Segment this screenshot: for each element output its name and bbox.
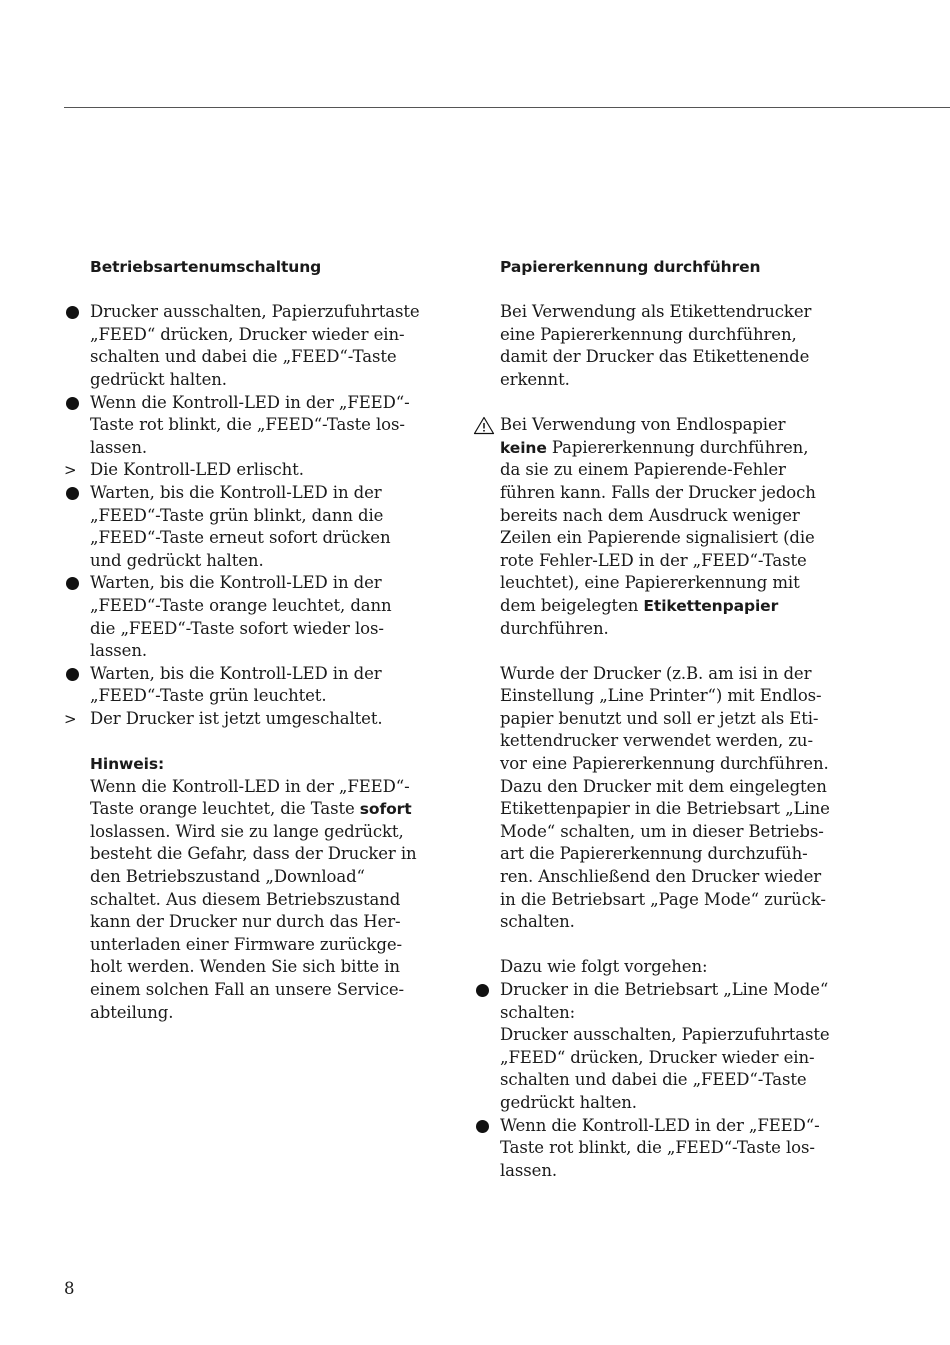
list-item xyxy=(90,482,430,572)
text-line: loslassen. Wird sie zu lange gedrückt, xyxy=(90,821,404,841)
text-line: ren. Anschließend den Drucker wieder xyxy=(500,867,822,887)
emphasis-keine: keine xyxy=(500,438,547,457)
text-line: vor eine Papiererkennung durchführen. xyxy=(500,754,829,774)
text-line: Dazu den Drucker mit dem eingelegten xyxy=(500,776,827,796)
warning-triangle-icon xyxy=(473,416,495,435)
text-line: erkennt. xyxy=(500,369,570,389)
warning-paragraph xyxy=(500,414,845,640)
text-line: schaltet. Aus diesem Betriebszustand xyxy=(90,889,401,909)
text-line: lassen. xyxy=(500,1160,557,1180)
text-line: holt werden. Wenden Sie sich bitte in xyxy=(90,957,400,977)
text-line: Mode“ schalten, um in dieser Betriebs- xyxy=(500,821,824,841)
list-item xyxy=(500,979,845,1115)
text-line: „FEED“-Taste orange leuchtet, dann xyxy=(90,595,392,615)
text-line: kann der Drucker nur durch das Her- xyxy=(90,912,401,932)
list-item xyxy=(90,572,430,662)
text-line: Bei Verwendung als Etikettendrucker xyxy=(500,302,812,322)
text-line: bereits nach dem Ausdruck weniger xyxy=(500,505,800,525)
left-instruction-list xyxy=(64,301,430,730)
text-line: Drucker in die Betriebsart „Line Mode“ xyxy=(500,980,829,999)
text-line: Die Kontroll-LED erlischt. xyxy=(90,460,304,480)
bullet-icon xyxy=(66,306,79,319)
text-line: Drucker ausschalten, Papierzufuhrtaste xyxy=(500,1025,830,1045)
bullet-icon xyxy=(476,1120,489,1133)
text-line: Wenn die Kontroll-LED in der „FEED“- xyxy=(500,1115,820,1135)
warning-line-text: dem beigelegten xyxy=(500,595,644,615)
text-line: da sie zu einem Papierende-Fehler xyxy=(500,460,786,480)
intro-paragraph xyxy=(500,301,845,391)
text-line: eine Papiererkennung durchführen, xyxy=(500,324,797,344)
warning-line: durchführen. xyxy=(500,618,609,638)
text-line: rote Fehler-LED in der „FEED“-Taste xyxy=(500,550,807,570)
text-line: leuchtet), eine Papiererkennung mit xyxy=(500,573,800,593)
text-line: unterladen einer Firmware zurückge- xyxy=(90,934,403,954)
text-line: Etikettenpapier in die Betriebsart „Line xyxy=(500,799,830,819)
text-line: damit der Drucker das Etikettenende xyxy=(500,347,810,367)
warning-line xyxy=(500,437,845,460)
text-line: Einstellung „Line Printer“) mit Endlos- xyxy=(500,686,822,706)
list-item xyxy=(90,301,430,391)
text-line: abteilung. xyxy=(90,1002,174,1022)
result-marker: > xyxy=(64,709,77,728)
text-line: besteht die Gefahr, dass der Drucker in xyxy=(90,844,417,864)
text-line: in die Betriebsart „Page Mode“ zurück- xyxy=(500,889,826,909)
note-rest xyxy=(90,821,430,1024)
emphasis-sofort: sofort xyxy=(359,800,412,819)
text-line: Der Drucker ist jetzt umgeschaltet. xyxy=(90,708,383,728)
text-line: Drucker ausschalten, Papierzufuhrtaste xyxy=(90,302,420,322)
result-marker: > xyxy=(64,461,77,480)
emphasis-etikettenpapier: Etikettenpapier xyxy=(643,596,779,615)
text-line: Taste rot blinkt, die „FEED“-Taste los- xyxy=(90,415,405,435)
text-line: „FEED“-Taste erneut sofort drücken xyxy=(90,528,391,548)
bullet-icon xyxy=(66,577,79,590)
left-column xyxy=(64,256,430,1024)
list-item xyxy=(64,708,430,731)
list-item xyxy=(90,392,430,460)
warning-middle-lines xyxy=(500,459,845,595)
bullet-icon xyxy=(66,487,79,500)
text-line: schalten: xyxy=(500,1002,576,1022)
text-line: schalten und dabei die „FEED“-Taste xyxy=(90,347,397,367)
right-column xyxy=(500,256,845,1182)
right-instruction-list xyxy=(500,979,845,1182)
list-item xyxy=(500,1115,845,1183)
note-body xyxy=(90,776,430,1025)
warning-line: Bei Verwendung von Endlospapier xyxy=(500,415,786,435)
steps-intro: Dazu wie folgt vorgehen: xyxy=(500,957,708,977)
text-line: die „FEED“-Taste sofort wieder los- xyxy=(90,618,384,638)
text-line: führen kann. Falls der Drucker jedoch xyxy=(500,482,816,502)
text-line: schalten. xyxy=(500,912,575,932)
bullet-icon xyxy=(476,984,489,997)
text-line: Zeilen ein Papierende signalisiert (die xyxy=(500,528,815,548)
section-heading-papiererkennung: Papiererkennung durchführen xyxy=(500,258,761,276)
text-line: Warten, bis die Kontroll-LED in der xyxy=(90,573,382,593)
text-line: Wurde der Drucker (z.B. am isi in der xyxy=(500,663,812,683)
text-line: „FEED“ drücken, Drucker wieder ein- xyxy=(500,1047,815,1067)
text-line: lassen. xyxy=(90,641,147,661)
note-line: Wenn die Kontroll-LED in der „FEED“- xyxy=(90,776,410,796)
text-line: lassen. xyxy=(90,437,147,457)
bullet-icon xyxy=(66,668,79,681)
bullet-icon xyxy=(66,397,79,410)
warning-line xyxy=(500,595,845,618)
text-line: art die Papiererkennung durchzufüh- xyxy=(500,844,808,864)
text-line: Taste rot blinkt, die „FEED“-Taste los- xyxy=(500,1138,815,1158)
note-line xyxy=(90,798,430,821)
text-line: „FEED“-Taste grün leuchtet. xyxy=(90,686,327,706)
text-line: und gedrückt halten. xyxy=(90,550,264,570)
text-line: den Betriebszustand „Download“ xyxy=(90,867,365,887)
note-heading: Hinweis: xyxy=(90,755,165,774)
text-line: schalten und dabei die „FEED“-Taste xyxy=(500,1070,807,1090)
text-line: Warten, bis die Kontroll-LED in der xyxy=(90,663,382,683)
list-item xyxy=(64,459,430,482)
text-line: papier benutzt und soll er jetzt als Eti- xyxy=(500,708,819,728)
text-line: „FEED“-Taste grün blinkt, dann die xyxy=(90,505,384,525)
text-line: gedrückt halten. xyxy=(500,1092,637,1112)
text-line: „FEED“ drücken, Drucker wieder ein- xyxy=(90,324,405,344)
text-line: einem solchen Fall an unsere Service- xyxy=(90,980,404,999)
text-line: Wenn die Kontroll-LED in der „FEED“- xyxy=(90,392,410,412)
note-line-text: Taste orange leuchtet, die Taste xyxy=(90,799,360,819)
section-heading-betriebsartenumschaltung: Betriebsartenumschaltung xyxy=(90,258,322,276)
warning-line-text: Papiererkennung durchführen, xyxy=(546,437,809,457)
text-line: gedrückt halten. xyxy=(90,369,227,389)
header-rule xyxy=(64,107,950,108)
page-number: 8 xyxy=(64,1279,75,1298)
list-item xyxy=(90,663,430,708)
text-line: Warten, bis die Kontroll-LED in der xyxy=(90,482,382,502)
text-line: kettendrucker verwendet werden, zu- xyxy=(500,731,813,751)
line-printer-paragraph xyxy=(500,663,845,934)
